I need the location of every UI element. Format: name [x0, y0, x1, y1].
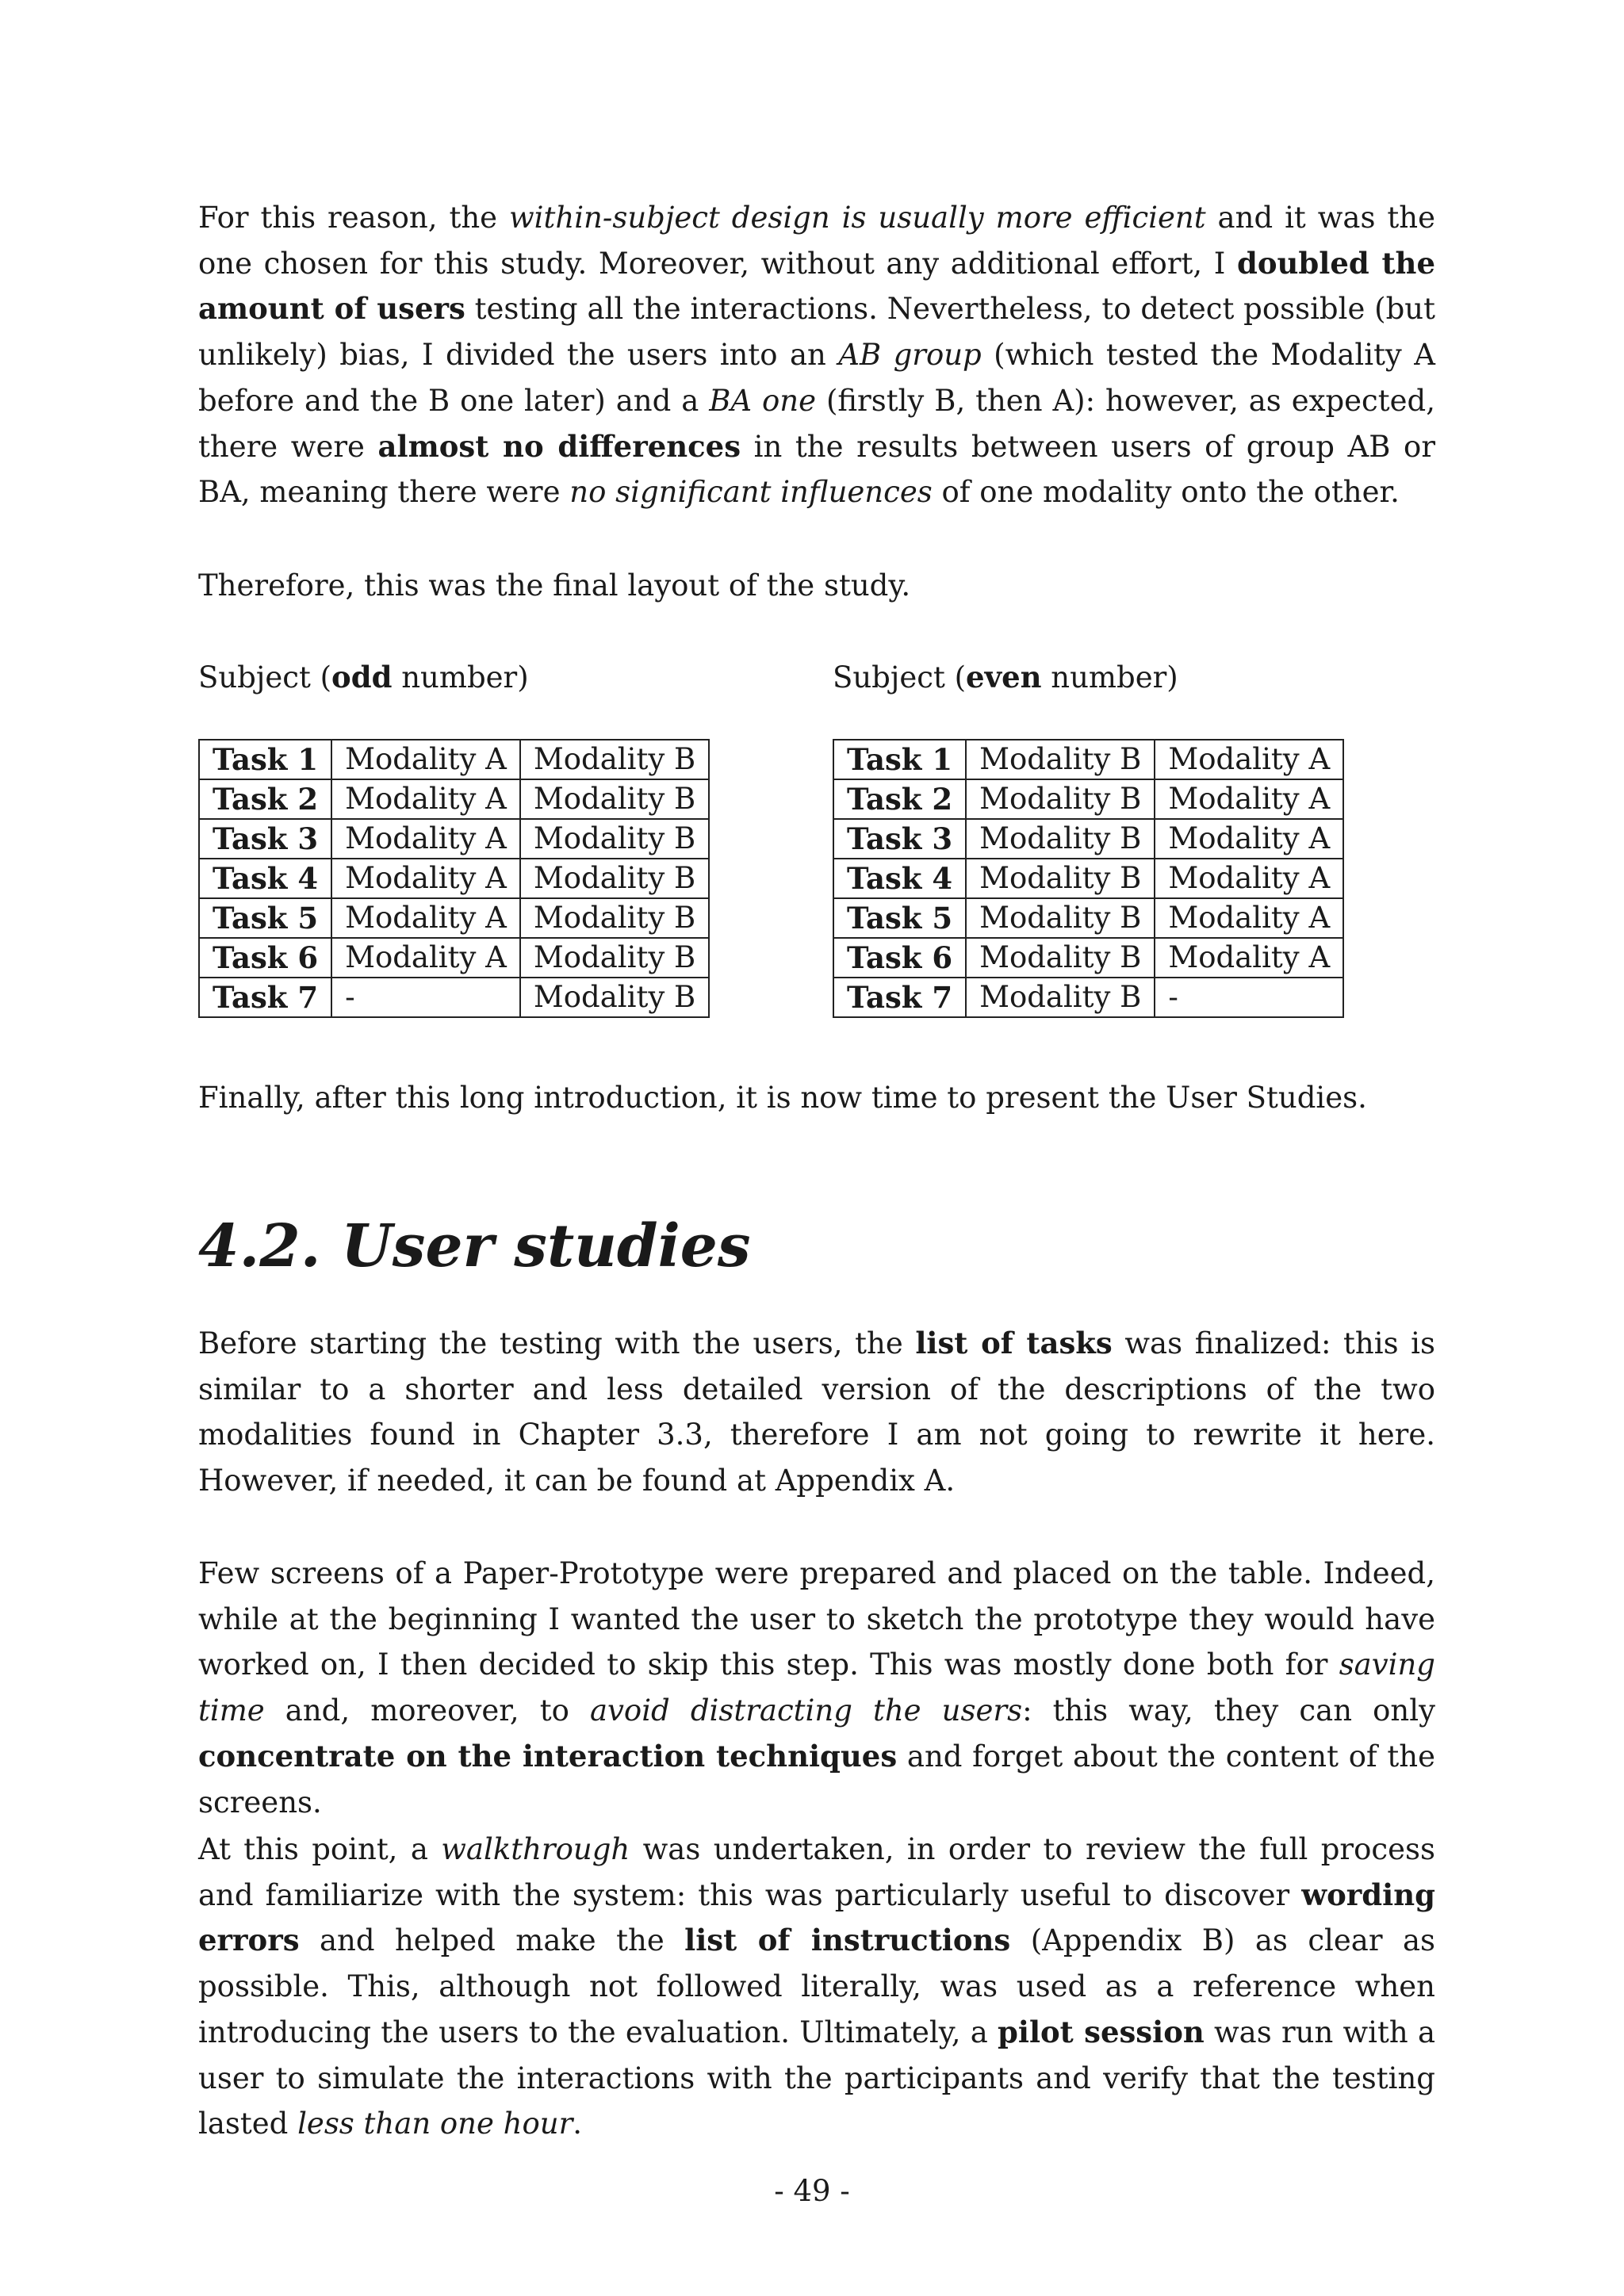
modality-cell: - — [331, 978, 520, 1017]
table-row — [833, 938, 1343, 978]
table-row — [199, 859, 709, 898]
modality-cell: Modality B — [966, 898, 1155, 938]
modality-cell: Modality A — [331, 938, 520, 978]
table-row — [199, 898, 709, 938]
task-cell: Task 7 — [199, 978, 331, 1017]
modality-cell: Modality B — [520, 740, 709, 779]
modality-cell: Modality A — [331, 779, 520, 819]
task-cell: Task 3 — [833, 819, 966, 859]
modality-cell: Modality A — [1155, 740, 1343, 779]
modality-cell: Modality A — [1155, 779, 1343, 819]
paragraph-paper-prototype: Few screens of a Paper-Prototype were prepared and placed on the table. Indeed, while at the beginning I wanted the user to sketch the prototype they would have worked on, I then decided to skip this step. This was mostly done both for saving time and, moreover, to avoid distracting the users: this way, they can only concentrate on the interaction techniques and forget about the content of the screens. — [198, 1556, 1435, 1820]
modality-cell: Modality B — [966, 859, 1155, 898]
table-row — [833, 740, 1343, 779]
task-cell: Task 6 — [199, 938, 331, 978]
table-row — [833, 978, 1343, 1017]
modality-cell: Modality A — [1155, 819, 1343, 859]
modality-cell: Modality A — [331, 859, 520, 898]
section-heading: 4.2. User studies — [198, 1212, 751, 1280]
modality-cell: Modality A — [331, 898, 520, 938]
modality-cell: Modality A — [1155, 938, 1343, 978]
modality-cell: Modality B — [966, 819, 1155, 859]
modality-cell: Modality B — [520, 938, 709, 978]
table-row — [199, 740, 709, 779]
modality-cell: Modality B — [520, 898, 709, 938]
task-cell: Task 1 — [199, 740, 331, 779]
task-cell: Task 5 — [199, 898, 331, 938]
paragraph-walkthrough: At this point, a walkthrough was undertaken, in order to review the full process and familiarize with the system: this was particularly useful to discover wording errors and helped make the list of instructions (Appendix B) as clear as possible. This, although not followed literally, was used as a reference when introducing the users to the evaluation. Ultimately, a pilot session was run with a user to simulate the interactions with the participants and verify that the testing lasted less than one hour. — [198, 1832, 1436, 2141]
table-row — [833, 819, 1343, 859]
modality-cell: Modality A — [1155, 898, 1343, 938]
modality-cell: Modality B — [520, 819, 709, 859]
task-cell: Task 7 — [833, 978, 966, 1017]
paragraph-design-choice: For this reason, the within-subject design is usually more efficient and it was the one chosen for this study. Moreover, without any additional effort, I doubled the amount of users testing all the interactions. Nevertheless, to detect possible (but unlikely) bias, I divided the users into an AB group (which tested the Modality A before and the B one later) and a BA one (firstly B, then A): however, as expected, there were almost no differences in the results between users of group AB or BA, meaning there were no significant influences of one modality onto the other. — [198, 201, 1436, 510]
table-row — [199, 938, 709, 978]
table-row — [199, 779, 709, 819]
odd-subject-label: Subject (odd number) — [198, 660, 529, 695]
modality-cell: Modality A — [331, 740, 520, 779]
table-row — [199, 819, 709, 859]
task-cell: Task 4 — [833, 859, 966, 898]
task-cell: Task 5 — [833, 898, 966, 938]
modality-cell: Modality B — [520, 779, 709, 819]
table-row — [199, 978, 709, 1017]
task-cell: Task 2 — [833, 779, 966, 819]
paragraph-list-of-tasks: Before starting the testing with the users, the list of tasks was finalized: this is similar to a shorter and less detailed version of the descriptions of the two modalities found in Chapter 3.3, therefore I am not going to rewrite it here. However, if needed, it can be found at Appendix A. — [198, 1326, 1435, 1498]
task-cell: Task 3 — [199, 819, 331, 859]
modality-cell: Modality A — [331, 819, 520, 859]
even-subject-label: Subject (even number) — [833, 660, 1178, 695]
odd-subject-table — [198, 739, 710, 1018]
modality-cell: Modality B — [966, 740, 1155, 779]
task-cell: Task 1 — [833, 740, 966, 779]
table-row — [833, 779, 1343, 819]
table-row — [833, 898, 1343, 938]
paragraph-final-layout: Therefore, this was the final layout of the study. — [198, 568, 911, 603]
table-row — [833, 859, 1343, 898]
task-cell: Task 6 — [833, 938, 966, 978]
even-subject-table — [833, 739, 1344, 1018]
modality-cell: Modality A — [1155, 859, 1343, 898]
task-cell: Task 4 — [199, 859, 331, 898]
modality-cell: Modality B — [966, 938, 1155, 978]
page-number: - 49 - — [774, 2174, 850, 2208]
paragraph-introduction-end: Finally, after this long introduction, it is now time to present the User Studies. — [198, 1081, 1367, 1115]
modality-cell: Modality B — [966, 779, 1155, 819]
modality-cell: - — [1155, 978, 1343, 1017]
modality-cell: Modality B — [520, 978, 709, 1017]
modality-cell: Modality B — [520, 859, 709, 898]
task-cell: Task 2 — [199, 779, 331, 819]
modality-cell: Modality B — [966, 978, 1155, 1017]
